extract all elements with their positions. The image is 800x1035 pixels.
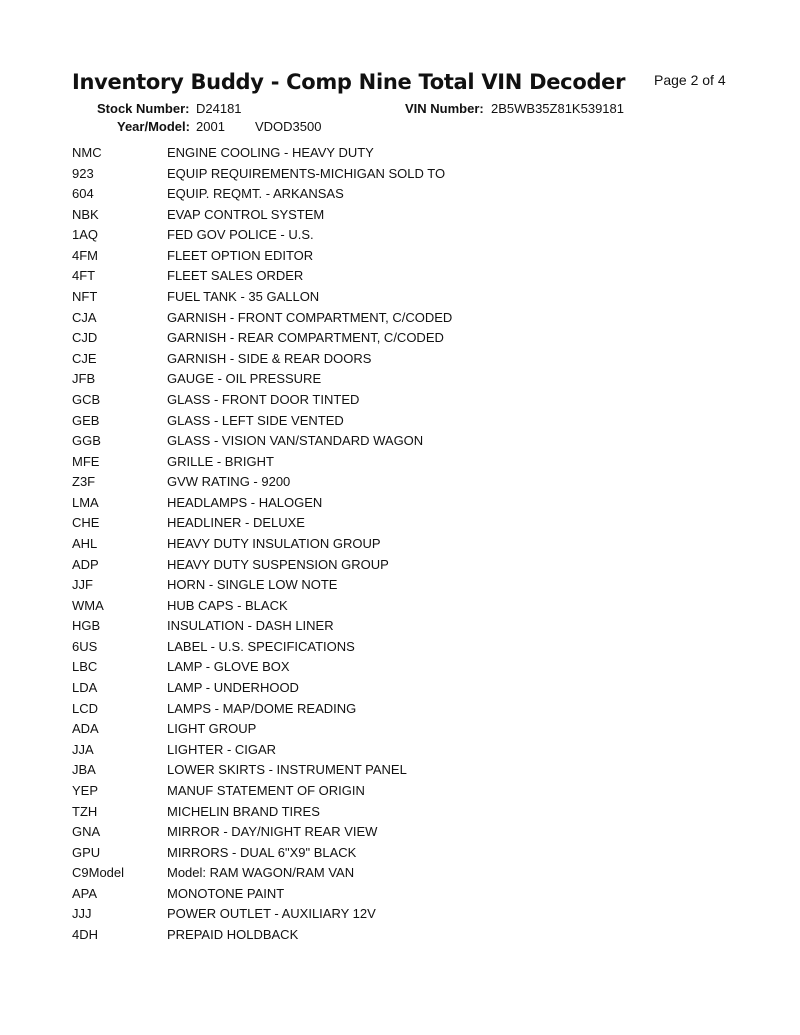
option-description: MICHELIN BRAND TIRES <box>167 803 320 819</box>
option-code: TZH <box>72 803 98 819</box>
list-item <box>0 698 800 719</box>
option-code: ADA <box>72 721 99 737</box>
option-code: 4FT <box>72 268 96 284</box>
list-item <box>0 574 800 595</box>
option-code: GCB <box>72 391 101 407</box>
option-code: JFB <box>72 371 96 387</box>
option-code: LBC <box>72 659 98 675</box>
list-item <box>0 265 800 286</box>
option-code: GGB <box>72 433 101 449</box>
option-code: JBA <box>72 762 96 778</box>
option-description: GVW RATING - 9200 <box>167 474 291 490</box>
list-item <box>0 492 800 513</box>
list-item <box>0 512 800 533</box>
option-code: CJD <box>72 330 98 346</box>
list-item <box>0 903 800 924</box>
option-description: GLASS - VISION VAN/STANDARD WAGON <box>167 433 424 449</box>
option-description: GARNISH - SIDE & REAR DOORS <box>167 350 372 366</box>
option-code: Z3F <box>72 474 96 490</box>
option-code-list <box>0 142 800 945</box>
list-item <box>0 348 800 369</box>
option-code: 1AQ <box>72 227 99 243</box>
model-value: VDOD3500 <box>255 119 322 134</box>
option-code: C9Model <box>72 865 125 881</box>
option-description: MONOTONE PAINT <box>167 885 285 901</box>
option-code: AHL <box>72 535 98 551</box>
option-code: HGB <box>72 618 101 634</box>
option-description: GARNISH - FRONT COMPARTMENT, C/CODED <box>167 309 453 325</box>
page-title: Inventory Buddy - Comp Nine Total VIN Decoder <box>72 70 626 94</box>
option-code: 6US <box>72 638 98 654</box>
year-value: 2001 <box>196 119 225 134</box>
list-item <box>0 410 800 431</box>
option-description: HUB CAPS - BLACK <box>167 597 288 613</box>
option-description: FUEL TANK - 35 GALLON <box>167 289 320 305</box>
option-description: POWER OUTLET - AUXILIARY 12V <box>167 906 376 922</box>
list-item <box>0 801 800 822</box>
list-item <box>0 677 800 698</box>
option-description: HORN - SINGLE LOW NOTE <box>167 577 338 593</box>
option-description: FLEET SALES ORDER <box>167 268 304 284</box>
list-item <box>0 739 800 760</box>
list-item <box>0 759 800 780</box>
option-description: FLEET OPTION EDITOR <box>167 247 314 263</box>
option-description: MIRROR - DAY/NIGHT REAR VIEW <box>167 824 378 840</box>
option-description: EQUIP REQUIREMENTS-MICHIGAN SOLD TO <box>167 165 446 181</box>
list-item <box>0 204 800 225</box>
option-description: LIGHTER - CIGAR <box>167 741 277 757</box>
list-item <box>0 924 800 945</box>
list-item <box>0 245 800 266</box>
list-item <box>0 883 800 904</box>
list-item <box>0 368 800 389</box>
option-code: LCD <box>72 700 99 716</box>
list-item <box>0 327 800 348</box>
option-code: WMA <box>72 597 104 613</box>
option-code: ADP <box>72 556 99 572</box>
list-item <box>0 862 800 883</box>
list-item <box>0 842 800 863</box>
option-code: YEP <box>72 782 99 798</box>
option-code: CJA <box>72 309 97 325</box>
option-description: FED GOV POLICE - U.S. <box>167 227 314 243</box>
option-code: LDA <box>72 680 98 696</box>
option-description: INSULATION - DASH LINER <box>167 618 334 634</box>
option-description: GLASS - FRONT DOOR TINTED <box>167 391 360 407</box>
list-item <box>0 533 800 554</box>
list-item <box>0 636 800 657</box>
option-code: 923 <box>72 165 94 181</box>
list-item <box>0 595 800 616</box>
option-description: LAMP - UNDERHOOD <box>167 680 299 696</box>
option-description: HEADLAMPS - HALOGEN <box>167 494 323 510</box>
option-code: JJJ <box>72 906 92 922</box>
vin-number-value: 2B5WB35Z81K539181 <box>491 101 624 116</box>
list-item <box>0 471 800 492</box>
option-description: GAUGE - OIL PRESSURE <box>167 371 322 387</box>
list-item <box>0 183 800 204</box>
option-description: LOWER SKIRTS - INSTRUMENT PANEL <box>167 762 407 778</box>
option-description: HEAVY DUTY SUSPENSION GROUP <box>167 556 389 572</box>
list-item <box>0 780 800 801</box>
page-number: Page 2 of 4 <box>654 72 726 88</box>
option-description: LABEL - U.S. SPECIFICATIONS <box>167 638 355 654</box>
list-item <box>0 821 800 842</box>
option-description: LAMPS - MAP/DOME READING <box>167 700 357 716</box>
list-item <box>0 615 800 636</box>
list-item <box>0 430 800 451</box>
list-item <box>0 286 800 307</box>
option-code: 604 <box>72 186 94 202</box>
option-code: LMA <box>72 494 99 510</box>
stock-number-label: Stock Number: <box>97 101 190 116</box>
list-item <box>0 554 800 575</box>
stock-number-value: D24181 <box>196 101 242 116</box>
option-code: JJF <box>72 577 93 593</box>
option-code: NFT <box>72 289 98 305</box>
option-description: HEADLINER - DELUXE <box>167 515 305 531</box>
option-description: EVAP CONTROL SYSTEM <box>167 206 325 222</box>
option-description: GLASS - LEFT SIDE VENTED <box>167 412 344 428</box>
list-item <box>0 718 800 739</box>
year-model-label: Year/Model: <box>117 119 190 134</box>
option-code: 4FM <box>72 247 98 263</box>
option-code: 4DH <box>72 926 99 942</box>
option-description: HEAVY DUTY INSULATION GROUP <box>167 535 381 551</box>
list-item <box>0 656 800 677</box>
list-item <box>0 142 800 163</box>
option-description: PREPAID HOLDBACK <box>167 926 299 942</box>
option-description: MANUF STATEMENT OF ORIGIN <box>167 782 365 798</box>
option-description: Model: RAM WAGON/RAM VAN <box>167 865 355 881</box>
option-description: EQUIP. REQMT. - ARKANSAS <box>167 186 344 202</box>
option-code: APA <box>72 885 98 901</box>
option-description: ENGINE COOLING - HEAVY DUTY <box>167 145 374 160</box>
list-item <box>0 163 800 184</box>
option-description: LAMP - GLOVE BOX <box>167 659 290 675</box>
list-item <box>0 224 800 245</box>
list-item <box>0 451 800 472</box>
option-code: CJE <box>72 350 97 366</box>
option-code: CHE <box>72 515 100 531</box>
option-code: JJA <box>72 741 94 757</box>
option-code: NMC <box>72 145 102 160</box>
option-code: MFE <box>72 453 100 469</box>
option-code: GPU <box>72 844 101 860</box>
list-item <box>0 307 800 328</box>
option-description: GARNISH - REAR COMPARTMENT, C/CODED <box>167 330 444 346</box>
option-code: GEB <box>72 412 100 428</box>
option-description: GRILLE - BRIGHT <box>167 453 274 469</box>
option-description: LIGHT GROUP <box>167 721 257 737</box>
list-item <box>0 389 800 410</box>
option-code: GNA <box>72 824 101 840</box>
option-description: MIRRORS - DUAL 6"X9" BLACK <box>167 844 357 860</box>
vin-number-label: VIN Number: <box>405 101 484 116</box>
option-code: NBK <box>72 206 99 222</box>
